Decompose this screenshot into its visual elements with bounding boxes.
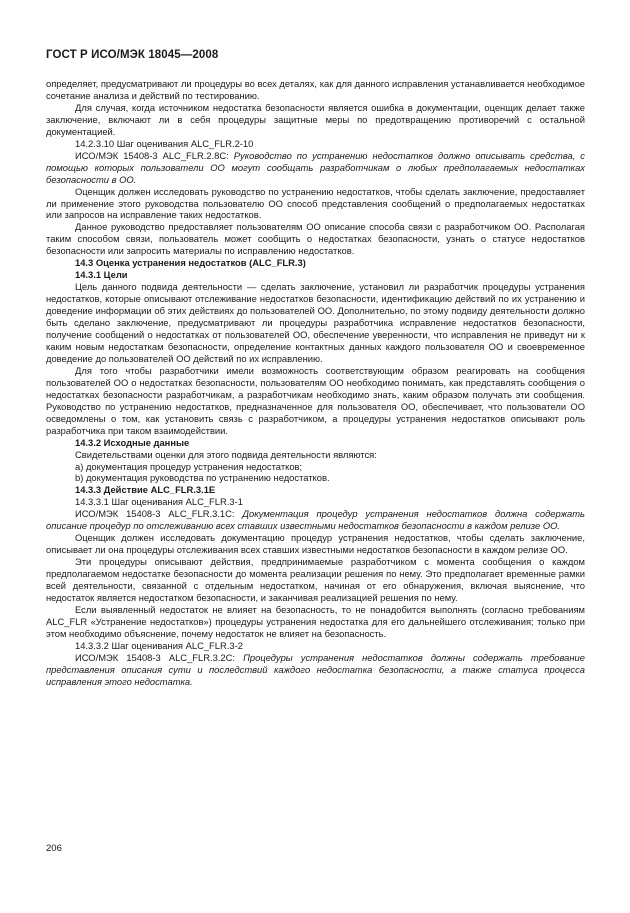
section-heading	[46, 437, 585, 449]
paragraph-italic-text: Руководство по устранению недостатков должно описывать средства, с помощью которых пользователи ОО могут сообщать разработчикам о любых предполагаемых недостатках безопасности в ОО.	[46, 149, 585, 185]
paragraph	[46, 365, 585, 437]
paragraph	[46, 281, 585, 365]
paragraph-text: 14.2.3.10 Шаг оценивания ALC_FLR.2-10	[75, 137, 254, 149]
paragraph	[46, 496, 585, 508]
paragraph-text: 14.3.3.2 Шаг оценивания ALC_FLR.3-2	[75, 639, 243, 651]
paragraph-text: определяет, предусматривают ли процедуры во всех деталях, как для данного исправления устанавливается необходимое сочетание анализа и действий по тестированию.	[46, 78, 585, 101]
paragraph-text: ИСО/МЭК 15408-3 ALC_FLR.3.1C:	[75, 508, 243, 520]
paragraph	[46, 138, 585, 150]
paragraph	[46, 472, 585, 484]
paragraph	[46, 449, 585, 461]
section-heading	[46, 484, 585, 496]
paragraph	[46, 221, 585, 257]
page-header: ГОСТ Р ИСО/МЭК 18045—2008	[46, 49, 219, 61]
paragraph	[46, 532, 585, 556]
paragraph-text: Для случая, когда источником недостатка безопасности является ошибка в документации, оценщик делает также заключение, включают ли в себя процедуры защитные меры по предотвращению противоречий с остальной документацией.	[46, 101, 585, 137]
paragraph-text: Оценщик должен исследовать документацию процедур устранения недостатков, чтобы сделать заключение, описывает ли она процедуры отслеживания всех ставших известными недостатков безопасности в каждом релизе ОО.	[46, 532, 585, 556]
section-heading	[46, 257, 585, 269]
body-text	[46, 78, 585, 688]
paragraph	[46, 102, 585, 138]
paragraph	[46, 652, 585, 688]
paragraph-text: 14.3.3 Действие ALC_FLR.3.1E	[75, 484, 216, 496]
paragraph-text: ИСО/МЭК 15408-3 ALC_FLR.3.2C:	[75, 651, 244, 663]
paragraph-text: Для того чтобы разработчики имели возможность соответствующим образом реагировать на сообщения пользователей ОО о недостатках безопасности, пользователям ОО необходимо понимать, как представлять сообщения о недостатках безопасности разработчикам, а разработчикам необходимо знать, каким образом получать эти сообщения. Руководство по устранению недостатков, предназначенное для пользователя ОО, обеспечивает, что пользователи ОО осведомлены о том, как установить связь с разработчиком, а процедуры устранения недостатков описывают роль разработчика при таком взаимодействии.	[46, 364, 585, 436]
paragraph	[46, 461, 585, 473]
paragraph-text: Данное руководство предоставляет пользователям ОО описание способа связи с разработчиком ОО. Располагая таким способом связи, пользователь может сообщить о недостатках безопасности, узнать о статусе недостатков безопасности или запросить материалы по исправлению недостатков.	[46, 221, 585, 257]
paragraph-text: Оценщик должен исследовать руководство по устранению недостатков, чтобы сделать заключение, предоставляет ли применение этого руководства пользователю ОО способ представления сообщений о предполагаемых недостатках или запросов на исправление таких недостатков.	[46, 185, 585, 221]
paragraph-text: Свидетельствами оценки для этого подвида деятельности являются:	[75, 448, 377, 460]
paragraph	[46, 604, 585, 640]
page-number: 206	[46, 843, 62, 854]
paragraph-text: 14.3.1 Цели	[75, 269, 128, 281]
paragraph-text: Эти процедуры описывают действия, предпринимаемые разработчиком с момента сообщения о каждом предполагаемом недостатке безопасности до момента реализации решения по нему. Это предполагает временные рамки всей деятельности, связанной с отдельным недостатком, начиная от его обнаружения, включая выяснение, что недостаток является недостатком безопасности, и заканчивая реализацией решения по нему.	[46, 556, 585, 603]
paragraph-text: 14.3.3.1 Шаг оценивания ALC_FLR.3-1	[75, 496, 243, 508]
paragraph	[46, 150, 585, 186]
paragraph	[46, 640, 585, 652]
paragraph-text: Цель данного подвида деятельности — сделать заключение, установил ли разработчик процедуры устранения недостатков, которые описывают отслеживание недостатков безопасности, идентификацию действий по их устранению и доведение информации об этих действиях до пользователей ОО. Дополнительно, по этому подвиду деятельности должно быть сделано заключение, предусматривают ли процедуры разработчика исправление недостатков безопасности, получение сообщений о недостатках от пользователей ОО, обеспечение уверенности, что исправления не приведут ни к каким новым недостаткам безопасности, определение контактных данных каждого пользователя ОО и своевременное доведение до пользователей ОО действий по их исправлению.	[46, 281, 585, 364]
section-heading	[46, 269, 585, 281]
paragraph-text: 14.3 Оценка устранения недостатков (ALC_FLR.3)	[75, 257, 306, 269]
paragraph-text: ИСО/МЭК 15408-3 ALC_FLR.2.8С:	[75, 149, 234, 161]
paragraph-italic-text: Процедуры устранения недостатков должны содержать требование представления описания сути и последствий каждого недостатка безопасности, а также статуса процесса исправления этого недостатка.	[46, 651, 585, 687]
paragraph-text: а) документация процедур устранения недостатков;	[75, 460, 303, 472]
paragraph-text: b) документация руководства по устранению недостатков.	[75, 472, 330, 484]
paragraph	[46, 186, 585, 222]
paragraph-text: Если выявленный недостаток не влияет на безопасность, то не понадобится выполнять (согласно требованиям ALC_FLR «Устранение недостатков») процедуры устранения недостатка для его дальнейшего отслеживания; только при этом необходимо объяснение, почему недостаток не влияет на безопасность.	[46, 603, 585, 639]
paragraph	[46, 508, 585, 532]
paragraph-italic-text: Документация процедур устранения недостатков должна содержать описание процедур по отслеживанию всех ставших известными недостатков безопасности в каждом релизе ОО.	[46, 508, 585, 532]
paragraph-text: 14.3.2 Исходные данные	[75, 436, 190, 448]
paragraph	[46, 556, 585, 604]
paragraph	[46, 78, 585, 102]
